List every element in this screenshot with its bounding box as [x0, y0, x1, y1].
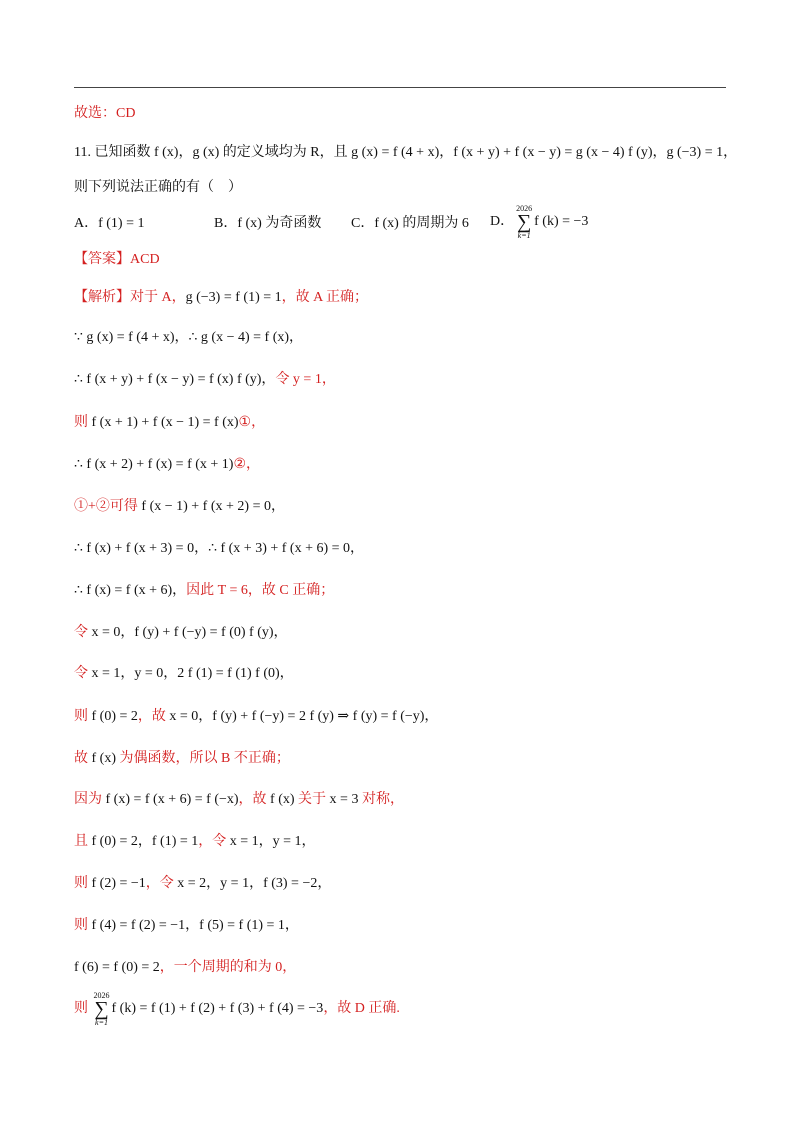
solution-line-10	[74, 664, 294, 684]
header-rule	[74, 87, 726, 88]
previous-answer: 故选：CD	[74, 106, 136, 121]
solution-text: ①，	[238, 415, 266, 430]
solution-text: ，故	[137, 709, 170, 724]
solution-text: ，一个周期的和为 0，	[159, 960, 297, 975]
solution-line-2: ∵ g (x) = f (4 + x)，∴ g (x − 4) = f (x)，	[74, 330, 304, 345]
solution-text: 因为	[74, 792, 106, 807]
summation-upper: 2026	[516, 204, 533, 213]
solution-formula: x = 1，y = 0，2 f (1) = f (1) f (0)，	[91, 666, 294, 681]
option-d	[490, 204, 588, 240]
solution-text: ②，	[233, 457, 261, 472]
solution-text: ，故	[238, 792, 271, 807]
solution-formula: ∴ f (x) = f (x + 6)，	[74, 583, 187, 598]
solution-text: 则	[74, 918, 92, 933]
solution-formula: f (4) = f (2) = −1，f (5) = f (1) = 1，	[91, 918, 299, 933]
summation-lower: k=1	[517, 231, 531, 240]
solution-text: 对于 A，	[130, 290, 186, 305]
solution-formula: f (x)	[270, 792, 295, 807]
solution-text: ①+②可得	[74, 499, 142, 514]
solution-formula: f (x) = f (x + 6) = f (−x)	[105, 792, 239, 807]
solution-text: ，故 A 正确；	[281, 290, 368, 305]
solution-formula: f (x + 1) + f (x − 1) = f (x)	[91, 415, 239, 430]
solution-formula: x = 0，f (y) + f (−y) = f (0) f (y)，	[91, 625, 288, 640]
solution-line-4	[74, 413, 265, 433]
solution-text: 则	[74, 709, 92, 724]
sigma-glyph: ∑	[94, 998, 109, 1020]
solution-text: 令 y = 1，	[275, 372, 336, 387]
solution-text: ，故 C 正确；	[247, 583, 335, 598]
solution-text: 则	[74, 415, 92, 430]
solution-line-9	[74, 623, 288, 643]
answer-label: 【答案】	[74, 252, 130, 267]
solution-line-17	[74, 958, 296, 978]
solution-text: 令	[74, 625, 92, 640]
solution-formula: f (0) = 2，f (1) = 1	[91, 834, 199, 849]
solution-text: 且	[74, 834, 92, 849]
option-a: A．f (1) = 1	[74, 216, 145, 231]
solution-line-12	[74, 749, 290, 769]
solution-line-6	[74, 497, 285, 517]
solution-formula: f (x)	[91, 751, 116, 766]
solution-formula: f (2) = −1	[91, 876, 146, 891]
solution-line-11	[74, 707, 438, 727]
solution-formula: ∴ f (x + 2) + f (x) = f (x + 1)	[74, 457, 234, 472]
summation-symbol	[516, 204, 532, 240]
solution-formula: x = 1，y = 1，	[229, 834, 316, 849]
solution-line-18	[74, 991, 400, 1027]
solution-line-5	[74, 455, 260, 475]
option-d-text: f (k) = −3	[534, 214, 589, 230]
solution-text: 对称，	[358, 792, 404, 807]
solution-line-13	[74, 790, 404, 810]
summation-upper: 2026	[93, 991, 110, 1000]
question-stem-line-1: 11. 已知函数 f (x)，g (x) 的定义域均为 R，且 g (x) = f (4 + x)，f (x + y) + f (x − y) = g (x − 4) f (y)，g (−3) = 1，	[74, 145, 738, 160]
question-stem-line-2: 则下列说法正确的有（ ）	[74, 180, 242, 195]
solution-line-8	[74, 581, 334, 601]
solution-line-14	[74, 832, 316, 852]
summation-lower: k=1	[95, 1018, 108, 1027]
option-b: B．f (x) 为奇函数	[214, 216, 322, 231]
solution-text: 则	[74, 876, 92, 891]
solution-formula: x = 2，y = 1，f (3) = −2，	[177, 876, 332, 891]
solution-text: ，故 D 正确.	[323, 1001, 400, 1017]
answer-line	[74, 250, 160, 270]
solution-formula: f (k) = f (1) + f (2) + f (3) + f (4) = −3	[111, 1001, 324, 1017]
sigma-glyph: ∑	[516, 211, 532, 233]
answer-value: ACD	[130, 252, 160, 267]
solution-formula: f (6) = f (0) = 2	[74, 960, 160, 975]
solution-formula: f (0) = 2	[91, 709, 138, 724]
solution-text: 为偶函数，所以 B 不正确；	[116, 751, 290, 766]
solution-line-7: ∴ f (x) + f (x + 3) = 0，∴ f (x + 3) + f (x + 6) = 0，	[74, 541, 365, 556]
solution-text: ，令	[198, 834, 230, 849]
solution-formula: ∴ f (x + y) + f (x − y) = f (x) f (y)，	[74, 372, 276, 387]
solution-text: 令	[74, 666, 92, 681]
solution-formula: g (−3) = f (1) = 1	[185, 290, 282, 305]
summation-symbol	[94, 991, 110, 1027]
solution-text: 则	[74, 1001, 92, 1017]
solution-text: 关于	[294, 792, 330, 807]
solution-formula: f (x − 1) + f (x + 2) = 0，	[141, 499, 285, 514]
option-c: C．f (x) 的周期为 6	[351, 216, 469, 231]
solution-line-15	[74, 874, 331, 894]
solution-text: 因此 T = 6	[186, 583, 248, 598]
solution-line-16	[74, 916, 299, 936]
solution-formula: x = 0，f (y) + f (−y) = 2 f (y) ⇒ f (y) = f (−y)，	[169, 709, 439, 724]
solution-line-3	[74, 370, 336, 390]
solution-text: ，令	[145, 876, 178, 891]
solution-line-1	[74, 288, 368, 308]
solution-text: 故	[74, 751, 92, 766]
solution-label: 【解析】	[74, 290, 130, 305]
option-d-prefix: D．	[490, 214, 515, 230]
solution-formula: x = 3	[329, 792, 359, 807]
